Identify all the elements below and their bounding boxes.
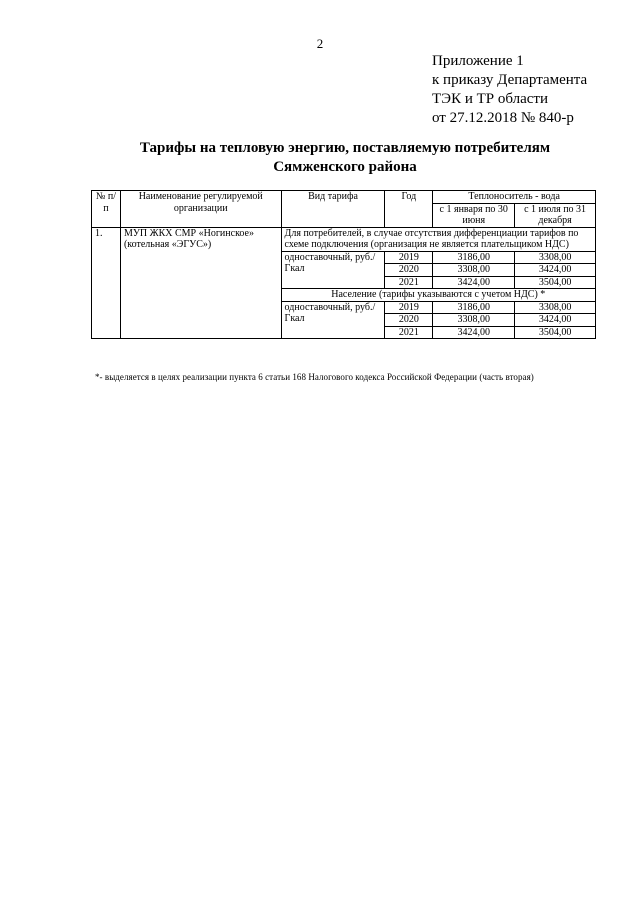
appendix-block xyxy=(432,52,587,128)
table-row xyxy=(92,227,596,251)
cell-year: 2019 xyxy=(385,251,433,264)
footnote: *- выделяется в целях реализации пункта 6 статьи 168 Налогового кодекса Российской Федерации (часть вторая) xyxy=(95,372,534,382)
tariff-type: одноставочный, руб./Гкал xyxy=(281,251,385,289)
header-type: Вид тарифа xyxy=(281,191,385,228)
cell-value: 3308,00 xyxy=(433,314,515,327)
document-title xyxy=(0,139,640,177)
section-heading: Для потребителей, в случае отсутствия дифференциации тарифов по схеме подключения (организация не является плательщиком НДС) xyxy=(281,227,595,251)
cell-year: 2021 xyxy=(385,276,433,289)
row-num: 1. xyxy=(92,227,121,339)
title-line: Сямженского района xyxy=(273,159,417,175)
cell-value: 3424,00 xyxy=(515,314,596,327)
cell-year: 2020 xyxy=(385,314,433,327)
cell-value: 3424,00 xyxy=(515,264,596,277)
cell-value: 3308,00 xyxy=(515,301,596,314)
tariff-type: одноставочный, руб./Гкал xyxy=(281,301,385,339)
cell-value: 3186,00 xyxy=(433,251,515,264)
title-line: Тарифы на тепловую энергию, поставляемую потребителям xyxy=(139,140,551,156)
section-heading: Население (тарифы указываются с учетом НДС) * xyxy=(281,289,595,302)
appendix-line: к приказу Департамента xyxy=(432,72,588,88)
header-period2: с 1 июля по 31 декабря xyxy=(515,203,596,227)
cell-value: 3308,00 xyxy=(515,251,596,264)
cell-year: 2019 xyxy=(385,301,433,314)
cell-year: 2021 xyxy=(385,326,433,339)
cell-value: 3504,00 xyxy=(515,326,596,339)
header-num: № п/п xyxy=(92,191,121,228)
table-header-row xyxy=(92,191,596,204)
header-year: Год xyxy=(385,191,433,228)
tariffs-table xyxy=(91,190,596,339)
appendix-line: Приложение 1 xyxy=(432,53,524,69)
cell-value: 3186,00 xyxy=(433,301,515,314)
cell-value: 3504,00 xyxy=(515,276,596,289)
cell-value: 3424,00 xyxy=(433,276,515,289)
header-carrier: Теплоноситель - вода xyxy=(433,191,596,204)
header-org: Наименование регулируемой организации xyxy=(120,191,281,228)
page-number: 2 xyxy=(316,36,324,51)
appendix-line: от 27.12.2018 № 840-р xyxy=(432,110,574,126)
cell-value: 3424,00 xyxy=(433,326,515,339)
header-period1: с 1 января по 30 июня xyxy=(433,203,515,227)
appendix-line: ТЭК и ТР области xyxy=(432,91,548,107)
cell-value: 3308,00 xyxy=(433,264,515,277)
cell-year: 2020 xyxy=(385,264,433,277)
row-org: МУП ЖКХ СМР «Ногинское» (котельная «ЭГУС») xyxy=(120,227,281,339)
